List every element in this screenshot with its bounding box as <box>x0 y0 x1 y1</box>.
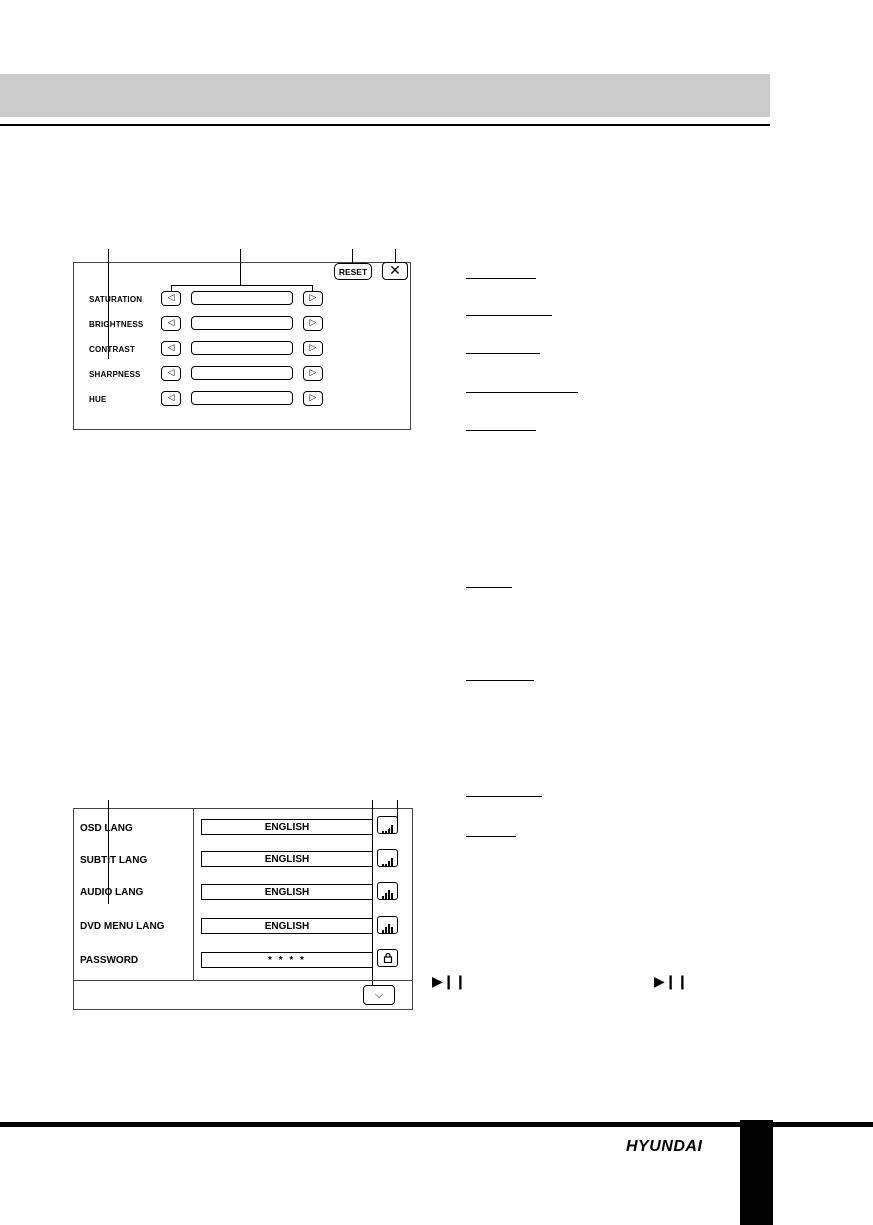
increase-button[interactable] <box>303 366 323 381</box>
setting-label: HUE <box>89 395 107 404</box>
panel-divider <box>73 980 412 981</box>
underline <box>466 680 534 681</box>
callout-line <box>171 285 312 286</box>
signal-bars-icon <box>382 823 394 833</box>
right-arrow-icon: ▷ <box>309 318 317 328</box>
decrease-button[interactable] <box>161 316 181 331</box>
left-arrow-icon: ◁ <box>167 318 175 328</box>
underline <box>466 353 540 354</box>
play-pause-icon: ▶❙❙ <box>654 974 689 990</box>
underline <box>466 587 512 588</box>
decrease-button[interactable] <box>161 391 181 406</box>
setting-label: SHARPNESS <box>89 370 141 379</box>
left-arrow-icon: ◁ <box>167 343 175 353</box>
decrease-button[interactable] <box>161 341 181 356</box>
hue-slider[interactable] <box>191 391 293 405</box>
language-value-field[interactable]: ENGLISH <box>201 884 373 900</box>
brand-logo: HYUNDAI <box>626 1138 703 1155</box>
reset-button[interactable]: RESET <box>334 263 372 280</box>
callout-line <box>108 249 109 359</box>
language-value-field[interactable]: ENGLISH <box>201 851 373 867</box>
right-arrow-icon: ▷ <box>309 393 317 403</box>
bar-chart-icon <box>382 923 394 933</box>
close-icon: ✕ <box>389 263 401 279</box>
close-button[interactable] <box>382 262 408 280</box>
chevron-down-icon: ⌵ <box>374 988 384 1001</box>
page-tab <box>740 1120 773 1225</box>
decrease-button[interactable] <box>161 366 181 381</box>
language-value-field[interactable]: ENGLISH <box>201 819 373 835</box>
increase-button[interactable] <box>303 391 323 406</box>
setting-label: CONTRAST <box>89 345 136 354</box>
underline <box>466 430 536 431</box>
play-pause-icon: ▶❙❙ <box>432 974 467 990</box>
underline <box>466 315 552 316</box>
password-field[interactable]: * * * * <box>201 952 373 968</box>
callout-line <box>240 249 241 285</box>
lock-icon <box>383 953 393 963</box>
brightness-slider[interactable] <box>191 316 293 330</box>
underline <box>466 392 578 393</box>
language-option-button[interactable] <box>377 916 398 934</box>
header-band <box>0 74 770 117</box>
increase-button[interactable] <box>303 291 323 306</box>
language-label: SUBTIT LANG <box>80 855 148 866</box>
saturation-slider[interactable] <box>191 291 293 305</box>
right-arrow-icon: ▷ <box>309 293 317 303</box>
increase-button[interactable] <box>303 316 323 331</box>
language-label: OSD LANG <box>80 823 133 834</box>
left-arrow-icon: ◁ <box>167 368 175 378</box>
language-option-button[interactable] <box>377 816 398 834</box>
underline <box>466 836 516 837</box>
sharpness-slider[interactable] <box>191 366 293 380</box>
contrast-slider[interactable] <box>191 341 293 355</box>
right-arrow-icon: ▷ <box>309 368 317 378</box>
language-value-field[interactable]: ENGLISH <box>201 918 373 934</box>
scroll-down-button[interactable] <box>363 985 395 1005</box>
language-option-button[interactable] <box>377 882 398 900</box>
language-label: AUDIO LANG <box>80 887 144 898</box>
decrease-button[interactable] <box>161 291 181 306</box>
increase-button[interactable] <box>303 341 323 356</box>
setting-label: BRIGHTNESS <box>89 320 144 329</box>
underline <box>466 796 542 797</box>
panel-divider <box>193 808 194 980</box>
underline <box>466 278 536 279</box>
header-rule <box>0 124 770 126</box>
setting-label: SATURATION <box>89 295 143 304</box>
signal-bars-icon <box>382 856 394 866</box>
language-option-button[interactable] <box>377 849 398 867</box>
left-arrow-icon: ◁ <box>167 393 175 403</box>
language-label: DVD MENU LANG <box>80 921 165 932</box>
bar-chart-icon <box>382 889 394 899</box>
left-arrow-icon: ◁ <box>167 293 175 303</box>
password-label: PASSWORD <box>80 955 139 966</box>
right-arrow-icon: ▷ <box>309 343 317 353</box>
password-button[interactable] <box>377 949 398 967</box>
